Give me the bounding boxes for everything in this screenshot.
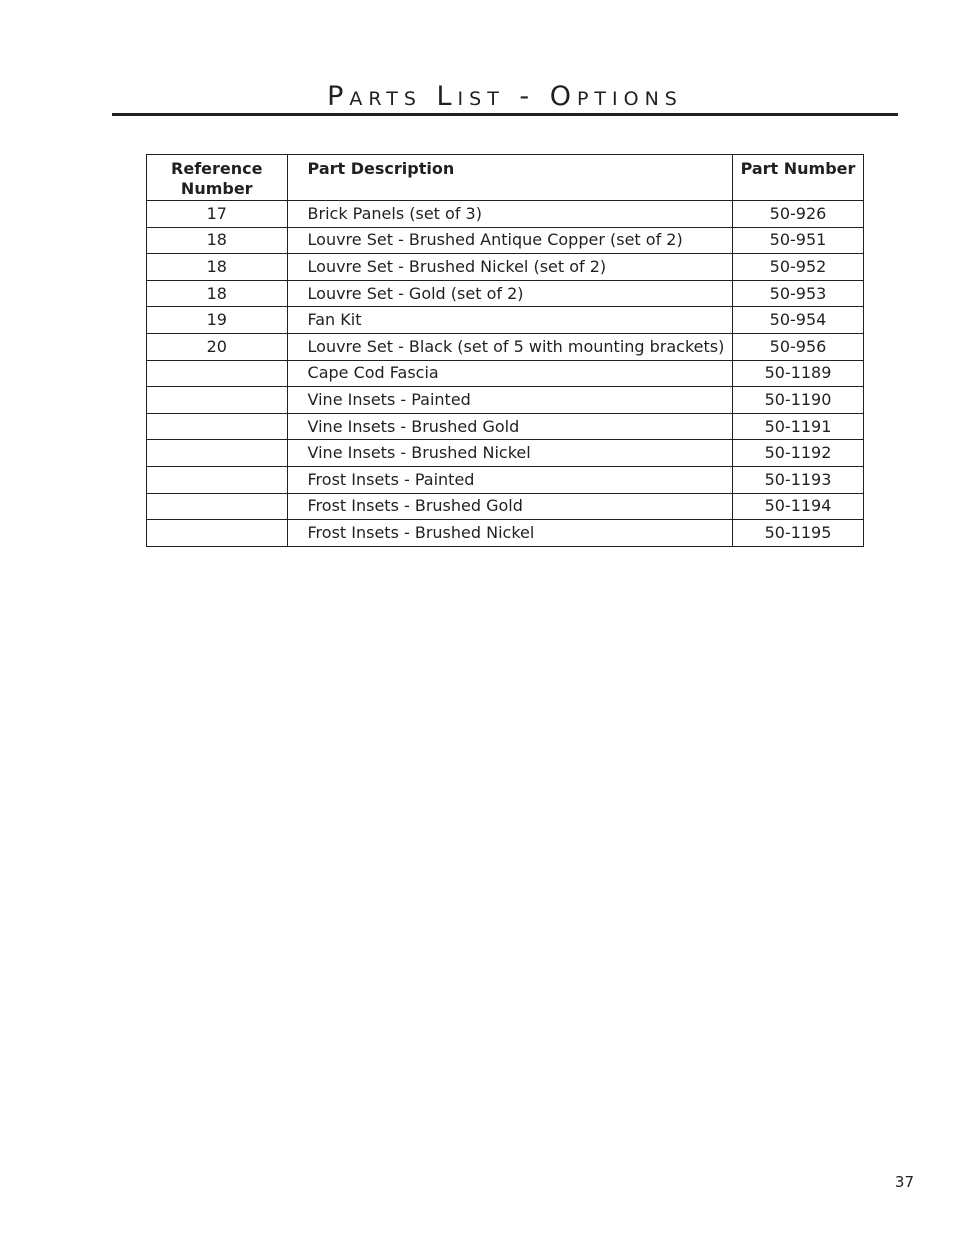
description-cell: Frost Insets - Brushed Nickel <box>287 520 732 547</box>
part-number-cell: 50-951 <box>732 227 863 254</box>
description-cell: Cape Cod Fascia <box>287 360 732 387</box>
page-title: Parts List - Options <box>327 81 683 112</box>
description-cell: Louvre Set - Brushed Nickel (set of 2) <box>287 254 732 281</box>
part-number-cell: 50-953 <box>732 280 863 307</box>
description-cell: Fan Kit <box>287 307 732 334</box>
table-row <box>147 413 864 440</box>
header-part-description: Part Description <box>287 155 732 201</box>
table-row <box>147 493 864 520</box>
part-number-cell: 50-1190 <box>732 387 863 414</box>
header-reference-line2: Number <box>180 179 253 198</box>
part-number-cell: 50-1189 <box>732 360 863 387</box>
reference-cell <box>147 440 288 467</box>
part-number-cell: 50-1192 <box>732 440 863 467</box>
table-row <box>147 440 864 467</box>
part-number-cell: 50-952 <box>732 254 863 281</box>
reference-cell: 18 <box>147 280 288 307</box>
description-cell: Vine Insets - Brushed Nickel <box>287 440 732 467</box>
table-row <box>147 520 864 547</box>
title-divider <box>112 113 898 116</box>
description-cell: Brick Panels (set of 3) <box>287 201 732 228</box>
description-cell: Louvre Set - Gold (set of 2) <box>287 280 732 307</box>
table-row <box>147 466 864 493</box>
header-reference-number <box>147 155 288 201</box>
description-cell: Louvre Set - Black (set of 5 with mounting brackets) <box>287 333 732 360</box>
reference-cell: 20 <box>147 333 288 360</box>
reference-cell <box>147 466 288 493</box>
header-reference-line1: Reference <box>171 159 263 178</box>
description-cell: Vine Insets - Brushed Gold <box>287 413 732 440</box>
header-part-number: Part Number <box>732 155 863 201</box>
part-number-cell: 50-1194 <box>732 493 863 520</box>
reference-cell <box>147 360 288 387</box>
table-row <box>147 333 864 360</box>
table-row <box>147 307 864 334</box>
reference-cell <box>147 520 288 547</box>
reference-cell <box>147 413 288 440</box>
reference-cell <box>147 387 288 414</box>
part-number-cell: 50-1193 <box>732 466 863 493</box>
reference-cell: 18 <box>147 227 288 254</box>
reference-cell: 17 <box>147 201 288 228</box>
table-row <box>147 360 864 387</box>
reference-cell: 18 <box>147 254 288 281</box>
description-cell: Louvre Set - Brushed Antique Copper (set of 2) <box>287 227 732 254</box>
part-number-cell: 50-956 <box>732 333 863 360</box>
part-number-cell: 50-954 <box>732 307 863 334</box>
table-header-row <box>147 155 864 201</box>
table-row <box>147 280 864 307</box>
description-cell: Vine Insets - Painted <box>287 387 732 414</box>
part-number-cell: 50-1191 <box>732 413 863 440</box>
table-row <box>147 227 864 254</box>
table-row <box>147 254 864 281</box>
description-cell: Frost Insets - Painted <box>287 466 732 493</box>
reference-cell: 19 <box>147 307 288 334</box>
table-row <box>147 387 864 414</box>
table-row <box>147 201 864 228</box>
page-number: 37 <box>894 1173 914 1191</box>
reference-cell <box>147 493 288 520</box>
parts-table <box>146 154 864 547</box>
table-body <box>147 201 864 547</box>
part-number-cell: 50-1195 <box>732 520 863 547</box>
part-number-cell: 50-926 <box>732 201 863 228</box>
description-cell: Frost Insets - Brushed Gold <box>287 493 732 520</box>
